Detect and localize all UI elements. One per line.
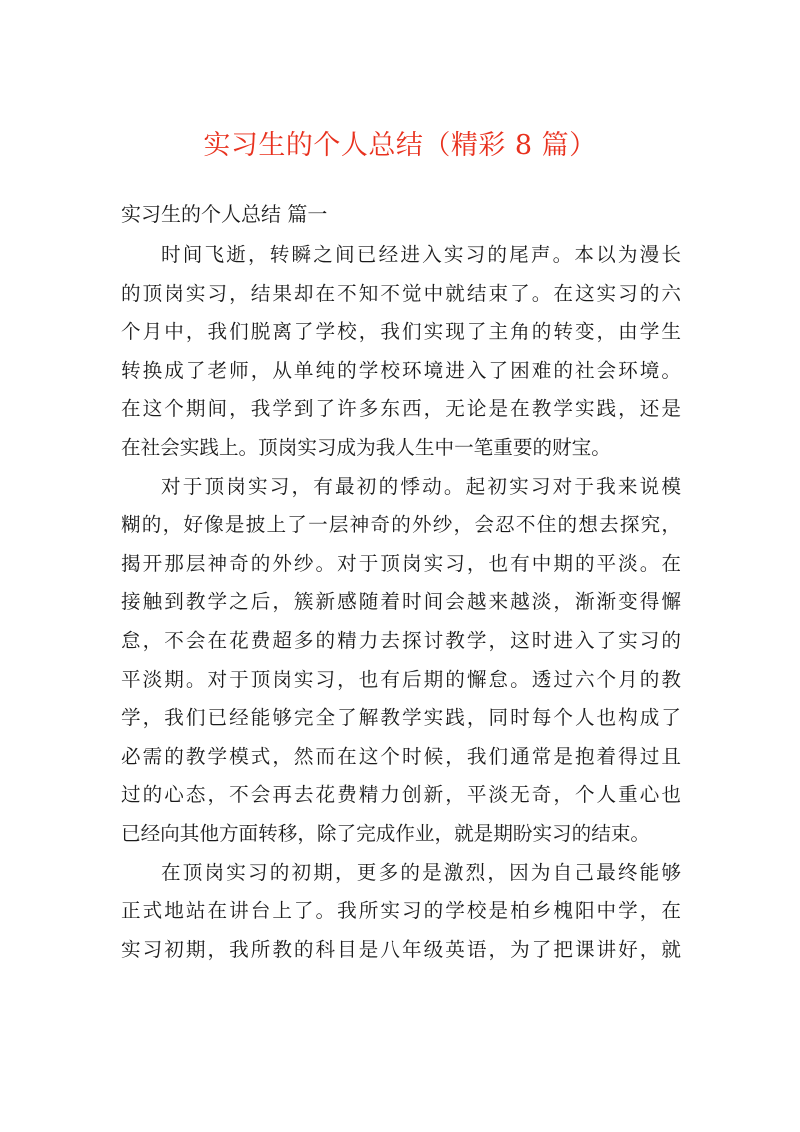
- text-line: 实习初期，我所教的科目是八年级英语，为了把课讲好，就: [121, 937, 681, 961]
- paragraph-3: [121, 854, 681, 970]
- text-line: 揭开那层神奇的外纱。对于顶岗实习，也有中期的平淡。在: [121, 551, 681, 575]
- document-title: 实习生的个人总结（精彩 8 篇）: [203, 130, 597, 161]
- text-line: 在顶岗实习的初期，更多的是激烈，因为自己最终能够: [161, 860, 681, 884]
- text-line: 的顶岗实习，结果却在不知不觉中就结束了。在这实习的六: [121, 281, 681, 305]
- text-line: 已经向其他方面转移，除了完成作业，就是期盼实习的结束。: [121, 821, 651, 845]
- text-line: 怠，不会在花费超多的精力去探讨教学，这时进入了实习的: [121, 628, 681, 652]
- text-line: 时间飞逝，转瞬之间已经进入实习的尾声。本以为漫长: [161, 243, 681, 266]
- text-line: 必需的教学模式，然而在这个时候，我们通常是抱着得过且: [121, 744, 681, 768]
- text-line: 在社会实践上。顶岗实习成为我人生中一笔重要的财宝。: [121, 435, 611, 459]
- text-line: 正式地站在讲台上了。我所实习的学校是柏乡槐阳中学，在: [121, 899, 681, 923]
- text-line: 在这个期间，我学到了许多东西，无论是在教学实践，还是: [121, 397, 681, 421]
- section-heading: 实习生的个人总结 篇一: [121, 202, 328, 226]
- paragraph-2: [121, 468, 681, 854]
- text-line: 学，我们已经能够完全了解教学实践，同时每个人也构成了: [121, 706, 681, 730]
- document-body: [121, 236, 681, 969]
- text-line: 过的心态，不会再去花费精力创新，平淡无奇，个人重心也: [121, 783, 681, 807]
- text-line: 糊的，好像是披上了一层神奇的外纱，会忍不住的想去探究，: [121, 513, 681, 537]
- text-line: 转换成了老师，从单纯的学校环境进入了困难的社会环境。: [121, 358, 681, 382]
- text-line: 个月中，我们脱离了学校，我们实现了主角的转变，由学生: [121, 320, 681, 344]
- text-line: 接触到教学之后，簇新感随着时间会越来越淡，渐渐变得懈: [121, 590, 681, 614]
- text-line: 平淡期。对于顶岗实习，也有后期的懈怠。透过六个月的教: [121, 667, 681, 691]
- text-line: 对于顶岗实习，有最初的悸动。起初实习对于我来说模: [161, 474, 681, 498]
- paragraph-1: [121, 236, 681, 468]
